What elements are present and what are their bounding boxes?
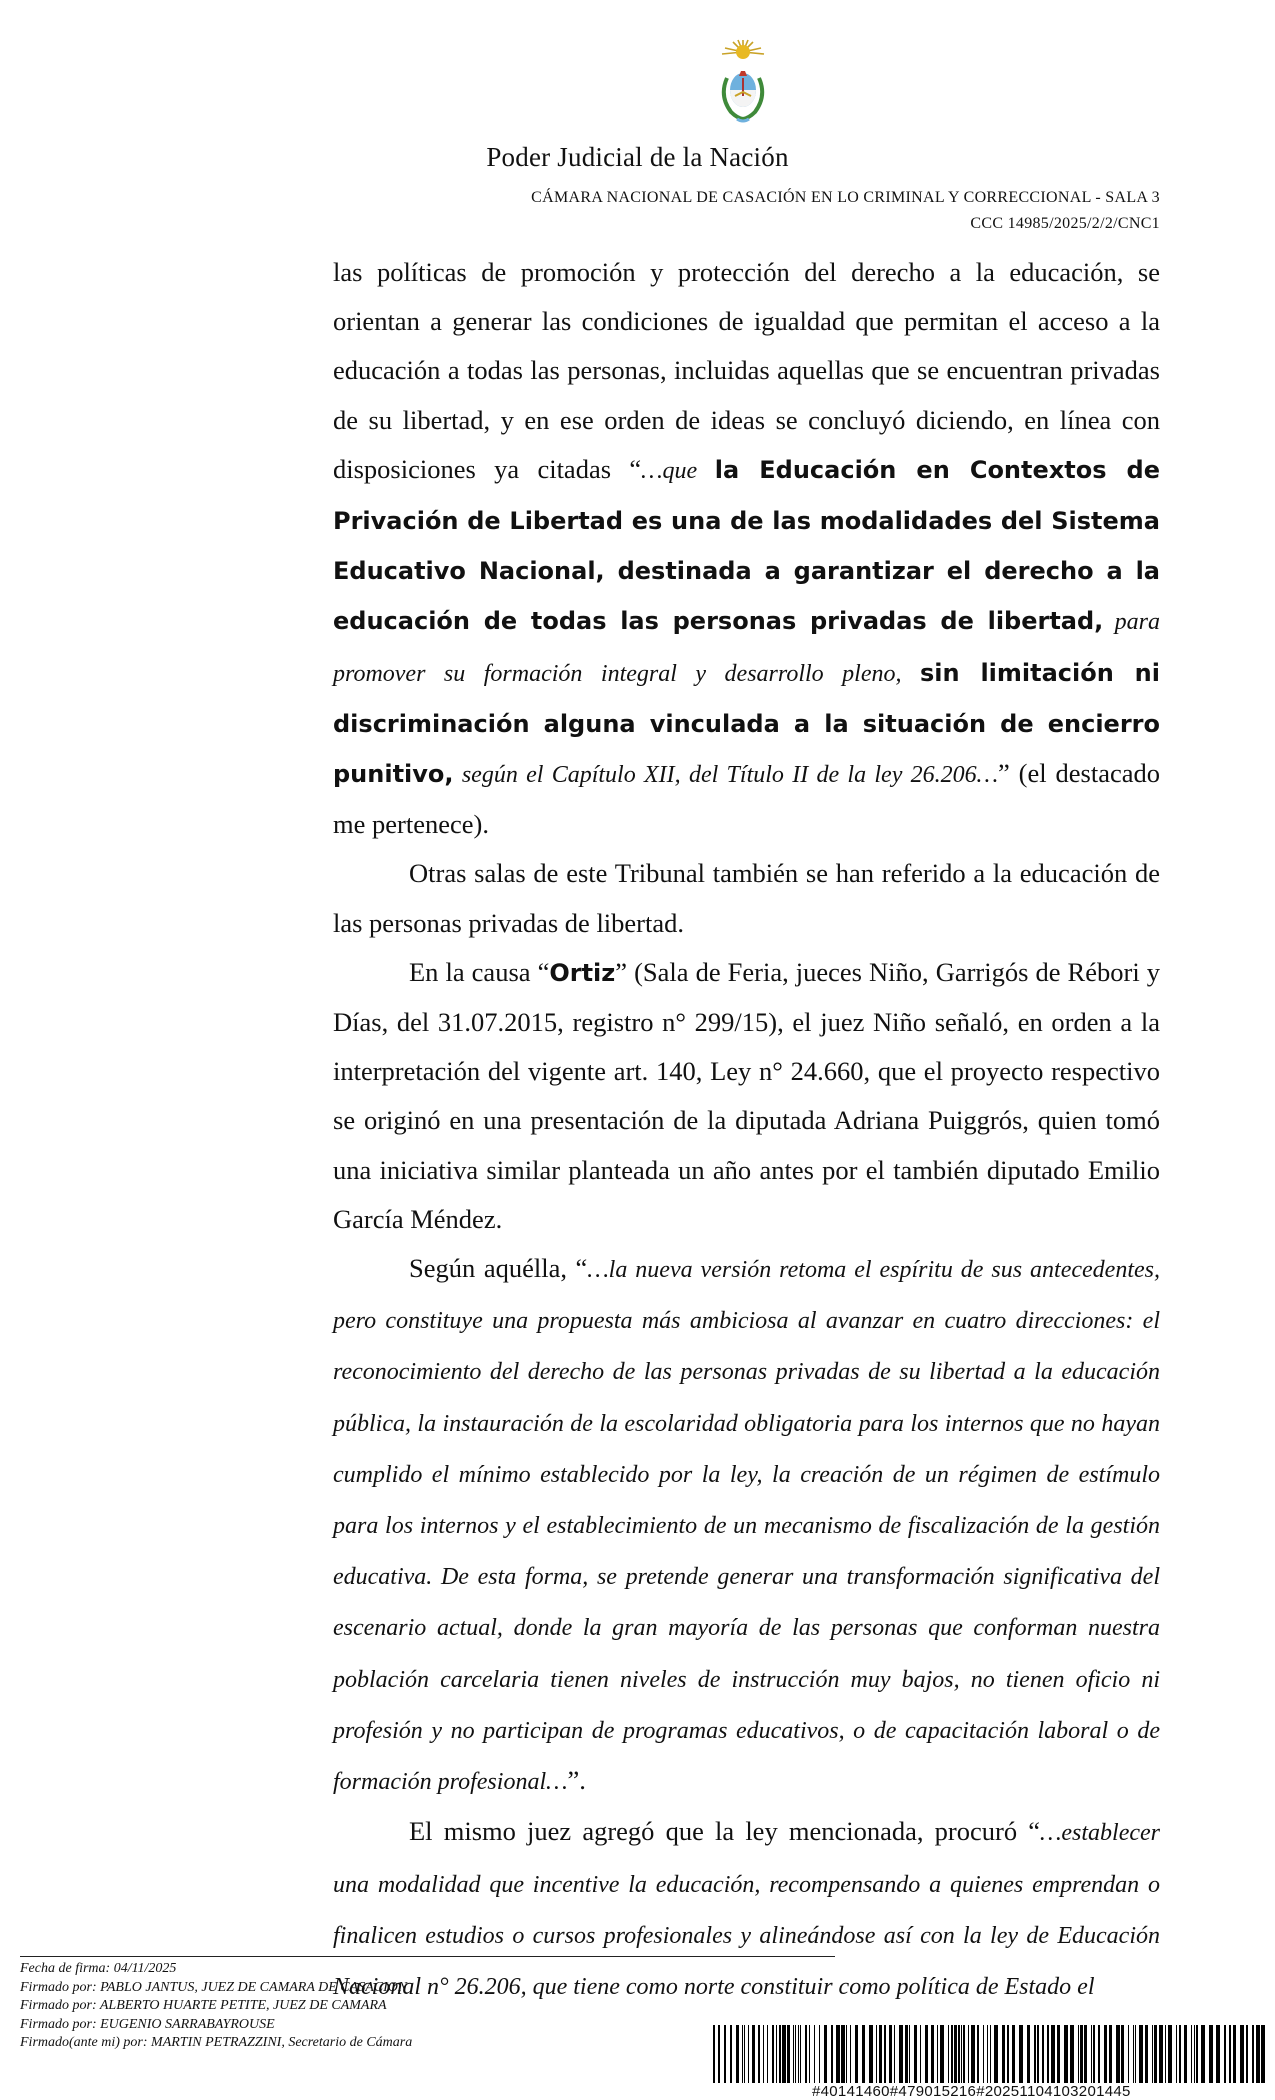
barcode-bar <box>1229 2025 1231 2083</box>
barcode-bar <box>1165 2025 1166 2083</box>
barcode-image <box>713 2025 1266 2083</box>
barcode-bar <box>1051 2025 1055 2083</box>
barcode-bar <box>983 2025 984 2083</box>
barcode-bar <box>846 2025 847 2083</box>
barcode-bar <box>855 2025 858 2083</box>
barcode-bar <box>1019 2025 1023 2083</box>
signature-divider <box>20 1956 835 1957</box>
barcode-bar <box>1027 2025 1030 2083</box>
barcode-bar <box>724 2025 726 2083</box>
emphasis-bold-text: sin limitación ni discriminación alguna vinculada a la situación de encierro punitivo, <box>333 658 1160 789</box>
barcode-bar <box>836 2025 840 2083</box>
barcode-bar <box>1064 2025 1068 2083</box>
barcode-bar <box>793 2025 794 2083</box>
barcode-bar <box>1042 2025 1044 2083</box>
body-text-run: El mismo juez agregó que la ley mencionada, procuró “ <box>409 1816 1041 1847</box>
quoted-italic-text: …que <box>641 457 715 484</box>
body-paragraph <box>333 948 1160 1244</box>
barcode-bar <box>948 2025 949 2083</box>
barcode-bar <box>1261 2025 1265 2083</box>
barcode-bar <box>925 2025 928 2083</box>
barcode-bar <box>841 2025 845 2083</box>
barcode-bar <box>987 2025 988 2083</box>
barcode-bar <box>1037 2025 1039 2083</box>
barcode-bar <box>1145 2025 1148 2083</box>
body-text-run: Según aquélla, “ <box>409 1253 588 1284</box>
body-paragraph <box>333 248 1160 849</box>
body-paragraph <box>333 849 1160 947</box>
barcode-bar <box>1240 2025 1244 2083</box>
barcode-bar <box>876 2025 877 2083</box>
signature-line: Firmado por: ALBERTO HUARTE PETITE, JUEZ DE CAMARA <box>20 1998 387 2013</box>
barcode-bar <box>1252 2025 1254 2083</box>
barcode-bar <box>795 2025 796 2083</box>
signature-line: Firmado por: PABLO JANTUS, JUEZ DE CAMARA DE CASACION <box>20 1979 408 1995</box>
barcode-bar <box>748 2025 749 2083</box>
emphasis-bold-text: Ortiz <box>549 958 616 987</box>
barcode-bar <box>920 2025 921 2083</box>
barcode-bar <box>787 2025 790 2083</box>
barcode-bar <box>1034 2025 1036 2083</box>
barcode-bar <box>899 2025 903 2083</box>
barcode-bar <box>798 2025 799 2083</box>
barcode-bar <box>914 2025 917 2083</box>
barcode-bar <box>1093 2025 1095 2083</box>
barcode-bar <box>1194 2025 1195 2083</box>
barcode-bar <box>776 2025 777 2083</box>
barcode-bar <box>1104 2025 1107 2083</box>
barcode-bar <box>884 2025 886 2083</box>
barcode-bar <box>1196 2025 1198 2083</box>
barcode-bar <box>1176 2025 1177 2083</box>
barcode-bar <box>1168 2025 1172 2083</box>
barcode-bar <box>1078 2025 1079 2083</box>
barcode-bar <box>1057 2025 1060 2083</box>
barcode-bar <box>800 2025 801 2083</box>
barcode-bar <box>824 2025 827 2083</box>
barcode-bar <box>1233 2025 1236 2083</box>
barcode-bar <box>767 2025 768 2083</box>
barcode-bar <box>889 2025 892 2083</box>
barcode-bar <box>718 2025 720 2083</box>
barcode-bar <box>713 2025 715 2083</box>
barcode-bar <box>744 2025 745 2083</box>
body-text-run: ” (Sala de Feria, jueces Niño, Garrigós de Rébori y Días, del 31.07.2015, registro n° 299/15), el juez Niño señaló, en orden a la interpretación del vigente art. 140, Ley n° 24.660, que el proyecto respectivo se originó en una presentación de la diputada Adriana Puiggrós, quien tomó una iniciativa similar planteada un año antes por el también diputado Emilio García Méndez. <box>333 956 1160 1234</box>
barcode-bar <box>958 2025 960 2083</box>
signature-line: Firmado por: EUGENIO SARRABAYROUSE <box>20 2016 275 2032</box>
barcode-bar <box>894 2025 895 2083</box>
barcode-bar <box>1154 2025 1157 2083</box>
barcode-bar <box>1191 2025 1192 2083</box>
barcode-bar <box>730 2025 732 2083</box>
body-paragraph <box>333 1807 1160 2012</box>
quoted-italic-text: para promover su formación integral y desarrollo pleno, <box>333 609 1160 687</box>
barcode-bar <box>931 2025 934 2083</box>
barcode-bar <box>1080 2025 1083 2083</box>
barcode-bar <box>1109 2025 1112 2083</box>
barcode-bar <box>779 2025 781 2083</box>
barcode-bar <box>879 2025 882 2083</box>
barcode-bar <box>951 2025 953 2083</box>
barcode-bar <box>909 2025 910 2083</box>
barcode-bar <box>1209 2025 1213 2083</box>
barcode-bar <box>1224 2025 1226 2083</box>
barcode-bar <box>994 2025 998 2083</box>
barcode-bar <box>782 2025 786 2083</box>
barcode-bar <box>1012 2025 1015 2083</box>
barcode-bar <box>805 2025 807 2083</box>
barcode-bar <box>1179 2025 1181 2083</box>
barcode-bar <box>814 2025 815 2083</box>
national-coat-of-arms-icon <box>713 38 773 124</box>
body-paragraph <box>333 1244 1160 1807</box>
signature-date: Fecha de firma: 04/11/2025 <box>20 1961 177 1976</box>
barcode-bar <box>905 2025 908 2083</box>
document-body <box>333 248 1160 2012</box>
barcode-bar <box>1152 2025 1153 2083</box>
barcode-bar <box>1084 2025 1087 2083</box>
barcode-bar <box>763 2025 764 2083</box>
barcode-bar <box>1256 2025 1260 2083</box>
court-name: CÁMARA NACIONAL DE CASACIÓN EN LO CRIMINAL Y CORRECCIONAL - SALA 3 <box>531 189 1160 206</box>
barcode-bar <box>1133 2025 1134 2083</box>
barcode-bar <box>971 2025 975 2083</box>
barcode-bar <box>758 2025 760 2083</box>
digital-signatures <box>20 1960 412 2053</box>
barcode-bar <box>831 2025 833 2083</box>
barcode-bar <box>1216 2025 1220 2083</box>
barcode-bar <box>961 2025 962 2083</box>
quoted-italic-text: …establecer una modalidad que incentive la educación, recompensando a quienes emprendan o finalicen estudios o cursos profesionales y alineándose así con la ley de Educación Nacional n° 26.206, que tiene como norte constituir como política de Estado el <box>333 1820 1160 2000</box>
barcode-bar <box>963 2025 965 2083</box>
barcode-bar <box>1091 2025 1092 2083</box>
barcode-bar <box>1047 2025 1049 2083</box>
barcode-bar <box>772 2025 774 2083</box>
barcode-bar <box>968 2025 969 2083</box>
quoted-italic-text: …la nueva versión retoma el espíritu de sus antecedentes, pero constituye una propuesta más ambiciosa al avanzar en cuatro direcciones: el reconocimiento del derecho de las personas privadas de su libertad a la educación pública, la instauración de la escolaridad obligatoria para los internos que no hayan cumplido el mínimo establecido por la ley, la creación de un régimen de estímulo para los internos y el establecimiento de un mecanismo de fiscalización de la gestión educativa. De esta forma, se pretende generar una transformación significativa del escenario actual, donde la gran mayoría de las personas que conforman nuestra población carcelaria tienen niveles de instrucción muy bajos, no tienen oficio ni profesión y no participan de programas educativos, o de capacitación laboral o de formación profesional… <box>333 1257 1160 1796</box>
barcode-bar <box>752 2025 755 2083</box>
barcode-bar <box>736 2025 739 2083</box>
barcode-number: #40141460#479015216#20251104103201445 <box>812 2083 1131 2100</box>
barcode-bar <box>1139 2025 1143 2083</box>
barcode-bar <box>819 2025 820 2083</box>
case-number: CCC 14985/2025/2/2/CNC1 <box>970 215 1160 232</box>
barcode-bar <box>809 2025 810 2083</box>
barcode-bar <box>1128 2025 1129 2083</box>
barcode-bar <box>1246 2025 1248 2083</box>
barcode-bar <box>977 2025 979 2083</box>
emphasis-bold-text: la Educación en Contextos de Privación de Libertad es una de las modalidades del Sistema Educativo Nacional, destinada a garantizar el derecho a la educación de todas las personas privadas de libertad, <box>333 455 1160 636</box>
barcode-bar <box>940 2025 944 2083</box>
barcode-bar <box>1002 2025 1005 2083</box>
barcode-bar <box>954 2025 957 2083</box>
barcode-bar <box>742 2025 743 2083</box>
barcode-bar <box>850 2025 851 2083</box>
barcode-bar <box>1135 2025 1136 2083</box>
body-text-run: ”. <box>567 1765 586 1796</box>
institution-title: Poder Judicial de la Nación <box>486 142 789 172</box>
barcode-bar <box>862 2025 865 2083</box>
body-text-run: las políticas de promoción y protección del derecho a la educación, se orientan a generar las condiciones de igualdad que permitan el acceso a la educación a todas las personas, incluidas aquellas que se encuentran privadas de su libertad, y en ese orden de ideas se concluyó diciendo, en línea con disposiciones ya citadas “ <box>333 257 1160 484</box>
barcode-bar <box>1201 2025 1205 2083</box>
quoted-italic-text: según el Capítulo XII, del Título II de la ley 26.206… <box>453 762 998 789</box>
barcode-bar <box>937 2025 938 2083</box>
body-text-run: En la causa “ <box>409 956 550 987</box>
signature-line: Firmado(ante mi) por: MARTIN PETRAZZINI, Secretario de Cámara <box>20 2035 413 2050</box>
body-text-run: ” (el destacado me pertenece). <box>333 758 1160 840</box>
barcode-bar <box>1121 2025 1124 2083</box>
barcode-bar <box>869 2025 873 2083</box>
barcode-bar <box>1098 2025 1100 2083</box>
barcode-bar <box>1184 2025 1187 2083</box>
barcode-bar <box>1159 2025 1163 2083</box>
barcode-bar <box>1070 2025 1074 2083</box>
barcode-bar <box>1007 2025 1009 2083</box>
body-text-run: Otras salas de este Tribunal también se han referido a la educación de las personas privadas de libertad. <box>333 858 1160 938</box>
barcode-bar <box>990 2025 991 2083</box>
barcode-bar <box>1116 2025 1120 2083</box>
